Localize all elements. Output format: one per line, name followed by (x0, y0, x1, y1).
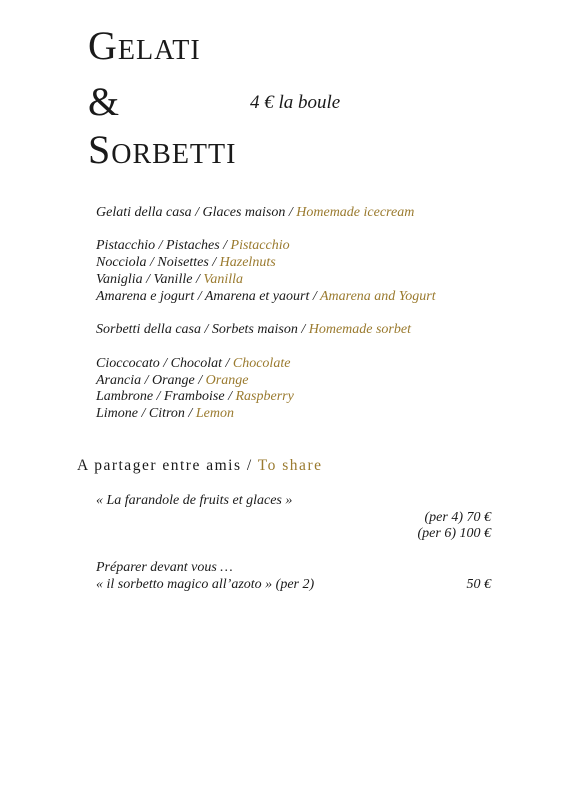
farandole-price-4: (per 4) 70 € (424, 510, 491, 525)
sorbetti-header-en: Homemade sorbet (308, 322, 411, 337)
gelati-item (96, 271, 243, 288)
gelati-item-it-fr: Amarena e jogurt / Amarena et yaourt / (96, 289, 320, 304)
gelati-item (96, 288, 436, 305)
sorbetti-item-en: Raspberry (235, 389, 294, 404)
gelati-item-en: Vanilla (203, 272, 244, 287)
title-gelati: Gelati (88, 23, 201, 68)
share-heading (77, 457, 322, 475)
gelati-item-en: Hazelnuts (219, 255, 276, 270)
share-heading-fr: A partager entre amis / (77, 457, 258, 474)
farandole-name: « La farandole de fruits et glaces » (96, 493, 293, 508)
sorbetti-header (96, 321, 411, 338)
sorbetti-item-en: Chocolate (232, 356, 291, 371)
gelati-item-en: Pistacchio (230, 238, 290, 253)
sorbetti-item (96, 355, 290, 372)
sorbetti-header-it-fr: Sorbetti della casa / Sorbets maison / (96, 322, 309, 337)
gelati-item-it-fr: Vaniglia / Vanille / (96, 272, 204, 287)
sorbetto-name: « il sorbetto magico all’azoto » (per 2) (96, 577, 315, 592)
gelati-item (96, 254, 276, 271)
gelati-item (96, 237, 290, 254)
gelati-item-it-fr: Nocciola / Noisettes / (96, 255, 220, 270)
gelati-item-it-fr: Pistacchio / Pistaches / (96, 238, 231, 253)
sorbetti-item (96, 372, 248, 389)
sorbetti-item (96, 405, 234, 422)
title-ampersand: & (88, 79, 121, 124)
gelati-item-en: Amarena and Yogurt (319, 289, 436, 304)
farandole-price-6: (per 6) 100 € (417, 526, 491, 541)
sorbetti-item (96, 388, 294, 405)
price-per-scoop: 4 € la boule (250, 92, 341, 113)
title-sorbetti: Sorbetti (88, 127, 237, 172)
gelati-header (96, 204, 414, 221)
gelati-header-en: Homemade icecream (296, 205, 415, 220)
share-heading-en: To share (257, 457, 323, 474)
sorbetti-item-it-fr: Limone / Citron / (96, 406, 196, 421)
sorbetti-item-it-fr: Arancia / Orange / (96, 373, 206, 388)
sorbetti-item-en: Orange (205, 373, 249, 388)
sorbetti-item-en: Lemon (195, 406, 234, 421)
sorbetti-item-it-fr: Lambrone / Framboise / (96, 389, 236, 404)
sorbetto-intro: Préparer devant vous … (96, 560, 233, 575)
sorbetto-price: 50 € (466, 577, 491, 592)
gelati-header-it-fr: Gelati della casa / Glaces maison / (96, 205, 297, 220)
sorbetti-item-it-fr: Cioccocato / Chocolat / (96, 356, 233, 371)
